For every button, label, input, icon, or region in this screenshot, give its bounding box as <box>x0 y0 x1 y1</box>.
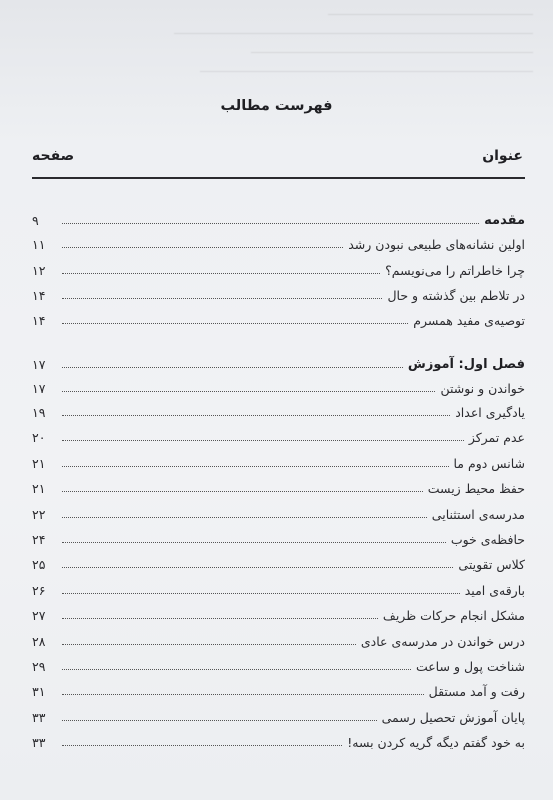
toc-entry-label: توصیه‌ی مفید همسرم <box>413 313 525 328</box>
toc-entry-label: پایان آموزش تحصیل رسمی <box>381 710 525 725</box>
dot-leader <box>62 273 380 274</box>
toc-entry-page: ۱۷ <box>32 357 46 372</box>
toc-entry-label: رفت و آمد مستقل <box>428 684 525 699</box>
toc-entry <box>32 525 525 547</box>
dot-leader <box>62 694 424 695</box>
toc-entry-page: ۲۸ <box>32 634 46 649</box>
toc-entry-label: چرا خاطراتم را می‌نویسم؟ <box>385 263 525 278</box>
toc-entry-label: حافظه‌ی خوب <box>450 532 525 547</box>
toc-entry <box>32 576 525 598</box>
toc-entry-page: ۳۳ <box>32 735 46 750</box>
toc-entry-label: مقدمه <box>484 213 525 228</box>
toc-entry <box>32 374 525 396</box>
dot-leader <box>62 247 343 248</box>
toc-entry-page: ۱۱ <box>32 237 46 252</box>
toc-entry-label: حفظ محیط زیست <box>427 481 525 496</box>
toc-entry-label: مشکل انجام حرکات ظریف <box>382 608 525 623</box>
toc-entry-page: ۱۲ <box>32 263 46 278</box>
toc-entry-page: ۱۴ <box>32 288 46 303</box>
toc-entry-page: ۱۴ <box>32 313 46 328</box>
show-through-text <box>20 0 533 85</box>
toc-entry-label: خواندن و نوشتن <box>440 381 525 396</box>
toc-entry-page: ۲۴ <box>32 532 46 547</box>
dot-leader <box>62 593 460 594</box>
toc-entry-page: ۲۷ <box>32 608 46 623</box>
toc-entry-page: ۲۰ <box>32 430 46 445</box>
toc-entry <box>32 550 525 572</box>
toc-entry-page: ۱۷ <box>32 381 46 396</box>
dot-leader <box>62 415 450 416</box>
dot-leader <box>62 720 377 721</box>
toc-entry-page: ۲۹ <box>32 659 46 674</box>
toc-entry <box>32 627 525 649</box>
toc-entry-label: فصل اول: آموزش <box>407 357 525 372</box>
dot-leader <box>62 542 446 543</box>
toc-entry-label: اولین نشانه‌های طبیعی نبودن رشد <box>348 237 525 252</box>
dot-leader <box>62 491 423 492</box>
toc-entry-label: به خود گفتم دیگه گریه کردن بسه! <box>347 735 525 750</box>
toc-entry-label: در تلاطم بین گذشته و حال <box>387 288 525 303</box>
toc-section-entry <box>32 350 525 372</box>
toc-entry-label: مدرسه‌ی استثنایی <box>431 507 525 522</box>
toc-entry-page: ۲۲ <box>32 507 46 522</box>
toc-header <box>32 148 523 170</box>
dot-leader <box>62 618 378 619</box>
page-title: فهرست مطالب <box>220 98 333 114</box>
dot-leader <box>62 567 453 568</box>
dot-leader <box>62 745 342 746</box>
toc-entry-page: ۲۱ <box>32 481 46 496</box>
toc-entry <box>32 256 525 278</box>
toc-section-entry <box>32 206 525 228</box>
toc-entry <box>32 601 525 623</box>
toc-entry-page: ۹ <box>32 213 39 228</box>
toc-entry <box>32 703 525 725</box>
dot-leader <box>62 517 427 518</box>
toc-entry <box>32 306 525 328</box>
column-page-header: صفحه <box>32 148 75 164</box>
toc-entry <box>32 474 525 496</box>
dot-leader <box>62 223 479 224</box>
dot-leader <box>62 669 411 670</box>
toc-entry-page: ۲۵ <box>32 557 46 572</box>
dot-leader <box>62 298 382 299</box>
dot-leader <box>62 391 435 392</box>
toc-entry-page: ۲۱ <box>32 456 46 471</box>
toc-entry <box>32 423 525 445</box>
toc-entry <box>32 652 525 674</box>
dot-leader <box>62 323 408 324</box>
toc-entry-label: بارقه‌ی امید <box>464 583 525 598</box>
toc-entry <box>32 398 525 420</box>
toc-entry <box>32 728 525 750</box>
toc-entry <box>32 500 525 522</box>
toc-entry-page: ۱۹ <box>32 405 46 420</box>
toc-entry <box>32 281 525 303</box>
dot-leader <box>62 644 356 645</box>
toc-entry-page: ۳۱ <box>32 684 46 699</box>
toc-entry-label: کلاس تقویتی <box>458 557 525 572</box>
toc-entry-label: شناخت پول و ساعت <box>415 659 525 674</box>
toc-entry-page: ۲۶ <box>32 583 46 598</box>
toc-entry-label: شانس دوم ما <box>453 456 525 471</box>
toc-entry-label: درس خواندن در مدرسه‌ی عادی <box>360 634 525 649</box>
header-divider <box>32 177 525 179</box>
dot-leader <box>62 367 403 368</box>
column-title-header: عنوان <box>482 148 523 164</box>
toc-entry-label: یادگیری اعداد <box>455 405 525 420</box>
toc-entry-label: عدم تمرکز <box>468 430 525 445</box>
toc-entry <box>32 230 525 252</box>
dot-leader <box>62 440 464 441</box>
dot-leader <box>62 466 449 467</box>
toc-entry <box>32 677 525 699</box>
toc-entry-page: ۳۳ <box>32 710 46 725</box>
toc-entry <box>32 449 525 471</box>
